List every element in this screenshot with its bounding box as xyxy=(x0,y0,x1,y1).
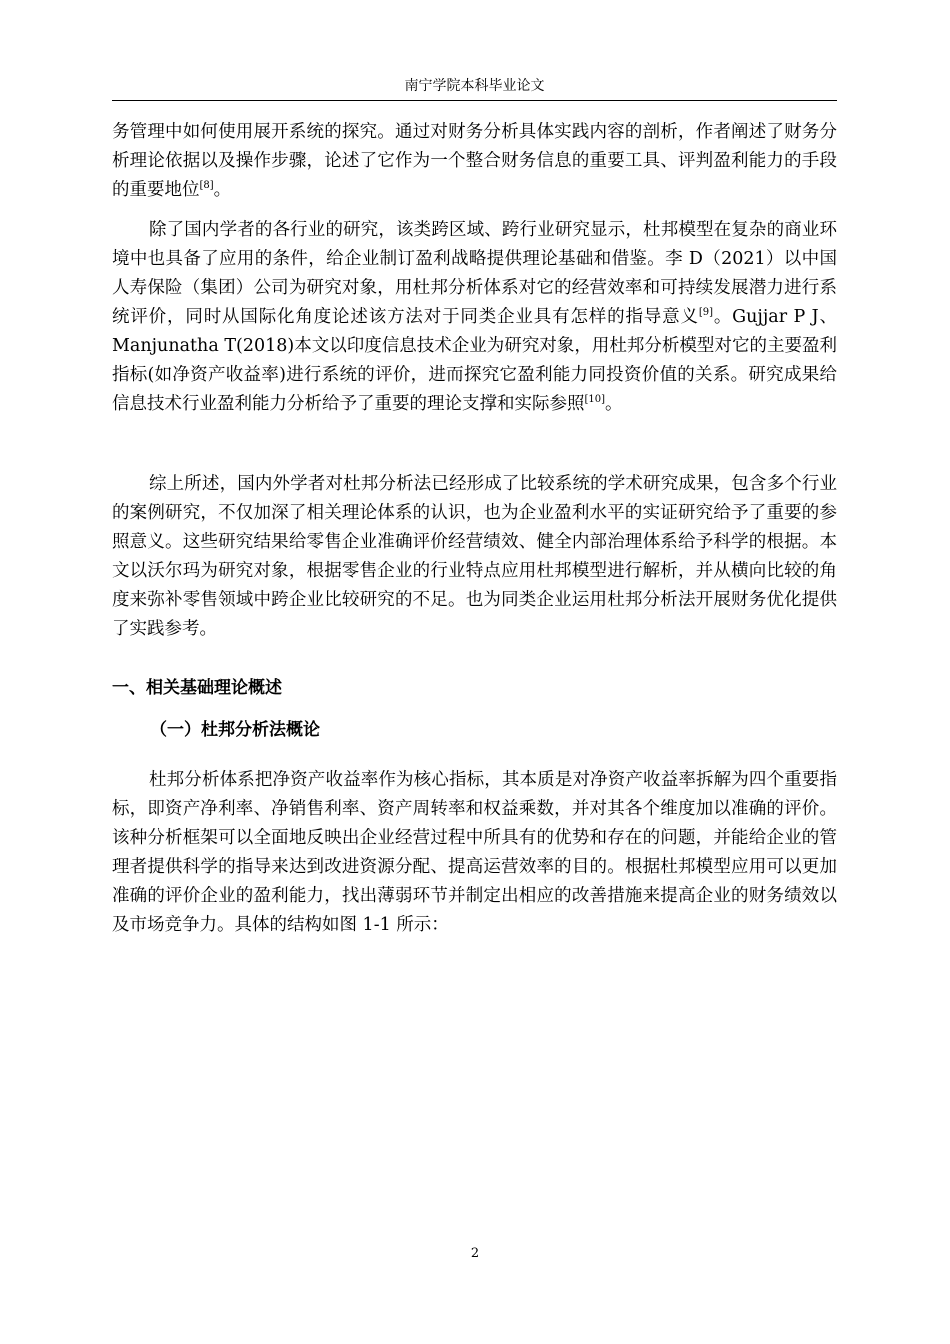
paragraph-4-text: 杜邦分析体系把净资产收益率作为核心指标，其本质是对净资产收益率拆解为四个重要指标，即资产净利率、净销售利率、资产周转率和权益乘数，并对其各个维度加以准确的评价。该种分析框架可以全面地反映出企业经营过程中所具有的优势和存在的问题，并能给企业的管理者提供科学的指导来达到改进资源分配、提高运营效率的目的。根据杜邦模型应用可以更加准确的评价企业的盈利能力，找出薄弱环节并制定出相应的改善措施来提高企业的财务绩效以及市场竞争力。具体的结构如图 1-1 所示： xyxy=(112,770,837,935)
citation-9[interactable]: [9] xyxy=(698,307,713,319)
paragraph-2-tail: 。 xyxy=(605,394,623,414)
paragraph-2 xyxy=(112,216,837,419)
paragraph-1-tail: 。 xyxy=(213,180,232,200)
citation-10[interactable]: [10] xyxy=(584,394,606,406)
citation-8[interactable]: [8] xyxy=(199,180,214,192)
paragraph-2-text-a: 除了国内学者的各行业的研究，该类跨区域、跨行业研究显示，杜邦模型在复杂的商业环境中也具备了应用的条件，给企业制订盈利战略提供理论基础和借鉴。李 D（2021）以中国人寿保险（集团）公司为研究对象，用杜邦分析体系对它的经营效率和可持续发展潜力进行系统评价，同时从国际化角度论述该方法对于同类企业具有怎样的指导意义 xyxy=(112,220,837,327)
paragraph-3 xyxy=(112,470,837,644)
paragraph-1-text: 务管理中如何使用展开系统的探究。通过对财务分析具体实践内容的剖析，作者阐述了财务分析理论依据以及操作步骤，论述了它作为一个整合财务信息的重要工具、评判盈利能力的手段的重要地位 xyxy=(112,122,837,200)
subsection-heading: （一）杜邦分析法概论 xyxy=(150,720,320,740)
paragraph-3-text: 综上所述，国内外学者对杜邦分析法已经形成了比较系统的学术研究成果，包含多个行业的案例研究，不仅加深了相关理论体系的认识，也为企业盈利水平的实证研究给予了重要的参照意义。这些研究结果给零售企业准确评价经营绩效、健全内部治理体系给予科学的根据。本文以沃尔玛为研究对象，根据零售企业的行业特点应用杜邦模型进行解析，并从横向比较的角度来弥补零售领域中跨企业比较研究的不足。也为同类企业运用杜邦分析法开展财务优化提供了实践参考。 xyxy=(112,474,837,639)
paragraph-2-text-b: 。Gujjar P J、Manjunatha T(2018)本文以印度信息技术企业为研究对象，用杜邦分析模型对它的主要盈利指标(如净资产收益率)进行系统的评价，进而探究它盈利能力同投资价值的关系。研究成果给信息技术行业盈利能力分析给予了重要的理论支撑和实际参照 xyxy=(112,307,837,414)
page-number: 2 xyxy=(470,1246,480,1261)
section-heading: 一、相关基础理论概述 xyxy=(112,678,282,698)
header-divider xyxy=(112,100,837,101)
running-header: 南宁学院本科毕业论文 xyxy=(404,78,545,94)
paragraph-4 xyxy=(112,766,837,940)
paragraph-1 xyxy=(112,118,837,205)
